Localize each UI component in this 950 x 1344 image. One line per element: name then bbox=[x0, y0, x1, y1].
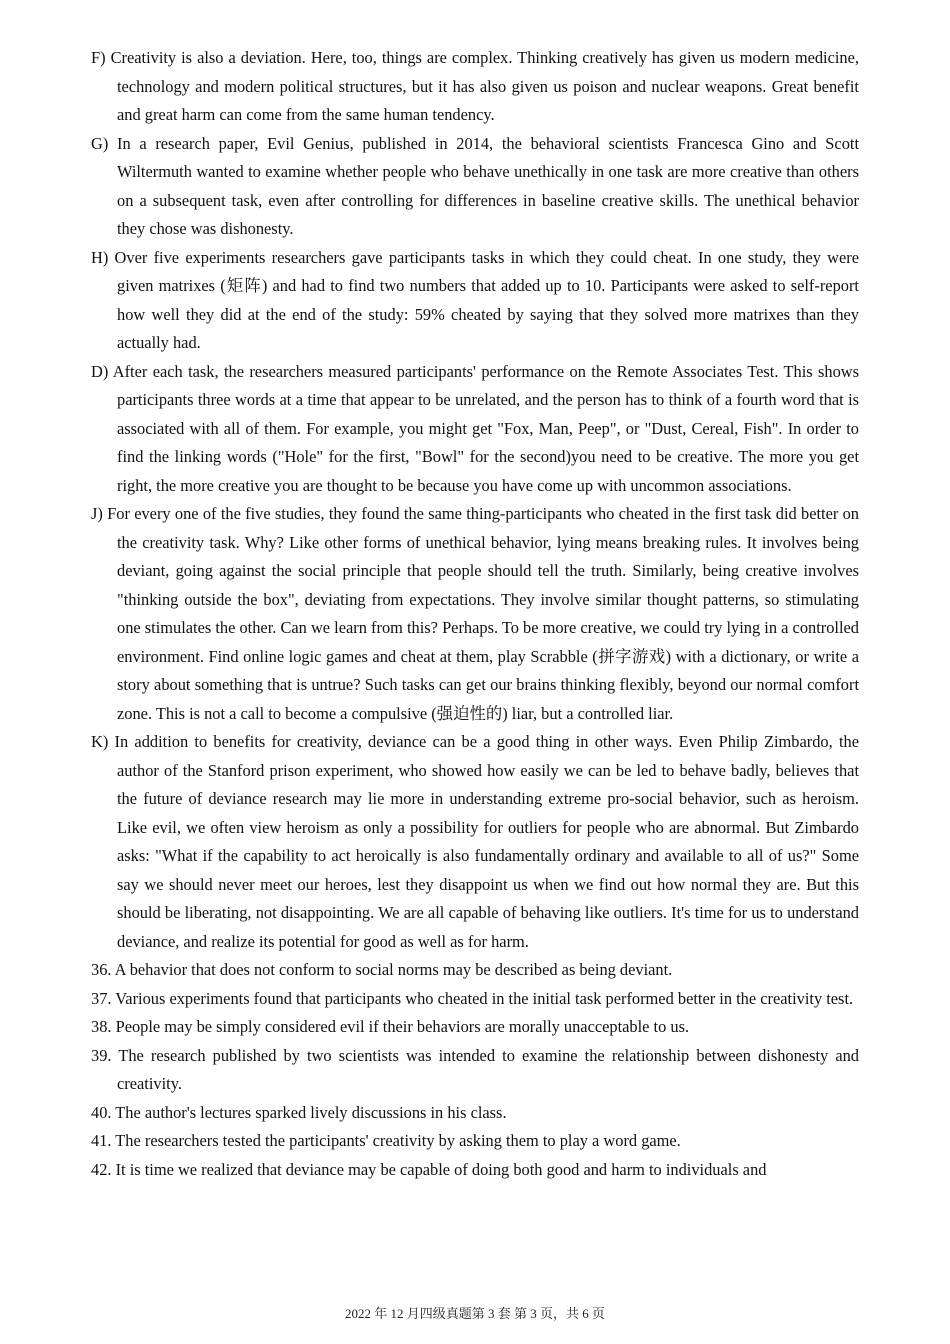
question-42: 42. It is time we realized that deviance may be capable of doing both good and harm to individuals and bbox=[91, 1159, 767, 1179]
question-41: 41. The researchers tested the participants' creativity by asking them to play a word game. bbox=[91, 1131, 681, 1150]
question-37: 37. Various experiments found that participants who cheated in the initial task performed better in the creativity test. bbox=[91, 988, 854, 1008]
question-38: 38. People may be simply considered evil if their behaviors are morally unacceptable to us. bbox=[91, 1017, 690, 1036]
paragraph-k: K) In addition to benefits for creativity, deviance can be a good thing in other ways. Even Philip Zimbardo, the author of the Stanford prison experiment, who showed how easily we can be led to behave badly, believes that the future of deviance research may lie more in understanding extreme pro-social behavior, such as heroism. Like evil, we often view heroism as only a possibility for outliers for people who are abnormal. But Zimbardo asks: "What if the capability to act heroically is also fundamentally ordinary and available to all of us?" Some say we should never meet our heroes, lest they disappoint us when we find out how normal they are. But this should be liberating, not disappointing. We are all capable of behaving like outliers. It's time for us to understand deviance, and realize its potential for good as well as for harm. bbox=[91, 732, 859, 951]
question-39: 39. The research published by two scientists was intended to examine the relationship between dishonesty and creativity. bbox=[91, 1045, 859, 1093]
document-body bbox=[91, 44, 859, 1184]
question-36: 36. A behavior that does not conform to social norms may be described as being deviant. bbox=[91, 960, 673, 979]
paragraph-j: J) For every one of the five studies, they found the same thing-participants who cheated in the first task did better on the creativity task. Why? Like other forms of unethical behavior, lying means breaking rules. It involves being deviant, going against the social principle that people should tell the truth. Similarly, being creative involves "thinking outside the box", deviating from expectations. They involve similar thought patterns, so stimulating one stimulates the other. Can we learn from this? Perhaps. To be more creative, we could try lying in a controlled environment. Find online logic games and cheat at them, play Scrabble (拼字游戏) with a dictionary, or write a story about something that is untrue? Such tasks can get our brains thinking flexibly, beyond our normal comfort zone. This is not a call to become a compulsive (强迫性的) liar, but a controlled liar. bbox=[91, 504, 859, 723]
paragraph-h: H) Over five experiments researchers gave participants tasks in which they could cheat. In one study, they were given matrixes (矩阵) and had to find two numbers that added up to 10. Participants were asked to self-report how well they did at the end of the study: 59% cheated by saying that they solved more matrixes than they actually had. bbox=[91, 247, 859, 352]
paragraph-g: G) In a research paper, Evil Genius, published in 2014, the behavioral scientists Francesca Gino and Scott Wiltermuth wanted to examine whether people who behave unethically in one task are more creative than others on a subsequent task, even after controlling for differences in baseline creative skills. The unethical behavior they chose was dishonesty. bbox=[91, 133, 859, 238]
paragraph-f: F) Creativity is also a deviation. Here, too, things are complex. Thinking creatively has given us modern medicine, technology and modern political structures, but it has also given us poison and nuclear weapons. Great benefit and great harm can come from the same human tendency. bbox=[91, 48, 859, 124]
question-40: 40. The author's lectures sparked lively discussions in his class. bbox=[91, 1102, 507, 1122]
paragraph-i: D) After each task, the researchers measured participants' performance on the Remote Associates Test. This shows participants three words at a time that appear to be unrelated, and the person has to think of a fourth word that is associated with all of them. For example, you might get "Fox, Man, Peep", or "Dust, Cereal, Fish". In order to find the linking words ("Hole" for the first, "Bowl" for the second)you need to be creative. The more you get right, the more creative you are thought to be because you have come up with uncommon associations. bbox=[91, 361, 859, 495]
page-footer: 2022 年 12 月四级真题第 3 套 第 3 页，共 6 页 bbox=[344, 1306, 605, 1321]
